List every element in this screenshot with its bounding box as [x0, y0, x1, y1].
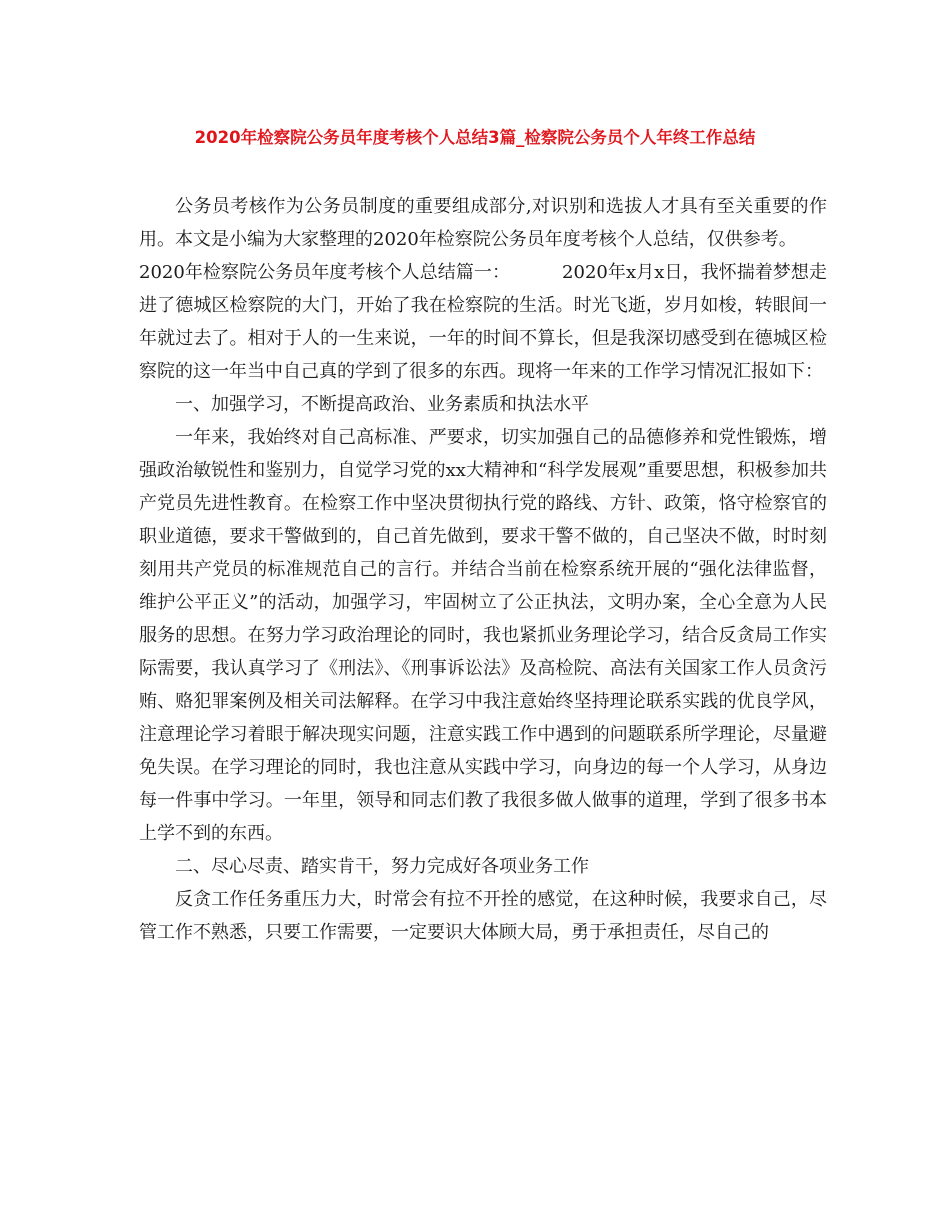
document-title: 2020年检察院公务员年度考核个人总结3篇_检察院公务员个人年终工作总结 [194, 128, 756, 147]
section-one-label: 2020年检察院公务员年度考核个人总结篇一： [139, 262, 511, 283]
section-one-text: 2020年x月x日，我怀揣着梦想走进了德城区检察院的大门，开始了我在检察院的生活。时光飞逝，岁月如梭，转眼间一年就过去了。相对于人的一生来说，一年的时间不算长，但是我深切感受到在德城区检察院的这一年当中自己真的学到了很多的东西。现将一年来的工作学习情况汇报如下： [139, 262, 827, 382]
work-paragraph: 反贪工作任务重压力大，时常会有拉不开拴的感觉，在这种时候，我要求自己，尽管工作不熟悉，只要工作需要，一定要识大体顾大局，勇于承担责任，尽自己的 [139, 889, 827, 943]
heading-one: 一、加强学习，不断提高政治、业务素质和执法水平 [175, 394, 589, 415]
heading-two: 二、尽心尽责、踏实肯干，努力完成好各项业务工作 [175, 856, 589, 877]
study-paragraph: 一年来，我始终对自己高标准、严要求，切实加强自己的品德修养和党性锻炼，增强政治敏锐性和鉴别力，自觉学习党的xx大精神和“科学发展观”重要思想，积极参加共产党员先进性教育。在检察工作中坚决贯彻执行党的路线、方针、政策，恪守检察官的职业道德，要求干警做到的，自己首先做到，要求干警不做的，自己坚决不做，时时刻刻用共产党员的标准规范自己的言行。并结合当前在检察系统开展的“强化法律监督，维护公平正义”的活动，加强学习，牢固树立了公正执法，文明办案，全心全意为人民服务的思想。在努力学习政治理论的同时，我也紧抓业务理论学习，结合反贪局工作实际需要，我认真学习了《刑法》、《刑事诉讼法》及高检院、高法有关国家工作人员贪污贿、赂犯罪案例及相关司法解释。在学习中我注意始终坚持理论联系实践的优良学风，注意理论学习着眼于解决现实问题，注意实践工作中遇到的问题联系所学理论，尽量避免失误。在学习理论的同时，我也注意从实践中学习，向身边的每一个人学习，从身边每一件事中学习。一年里，领导和同志们教了我很多做人做事的道理，学到了很多书本上学不到的东西。 [139, 427, 827, 844]
document-body [139, 190, 827, 949]
section-one-paragraph [139, 256, 827, 388]
intro-paragraph: 公务员考核作为公务员制度的重要组成部分,对识别和选拔人才具有至关重要的作用。本文是小编为大家整理的2020年检察院公务员年度考核个人总结，仅供参考。 [139, 196, 827, 250]
